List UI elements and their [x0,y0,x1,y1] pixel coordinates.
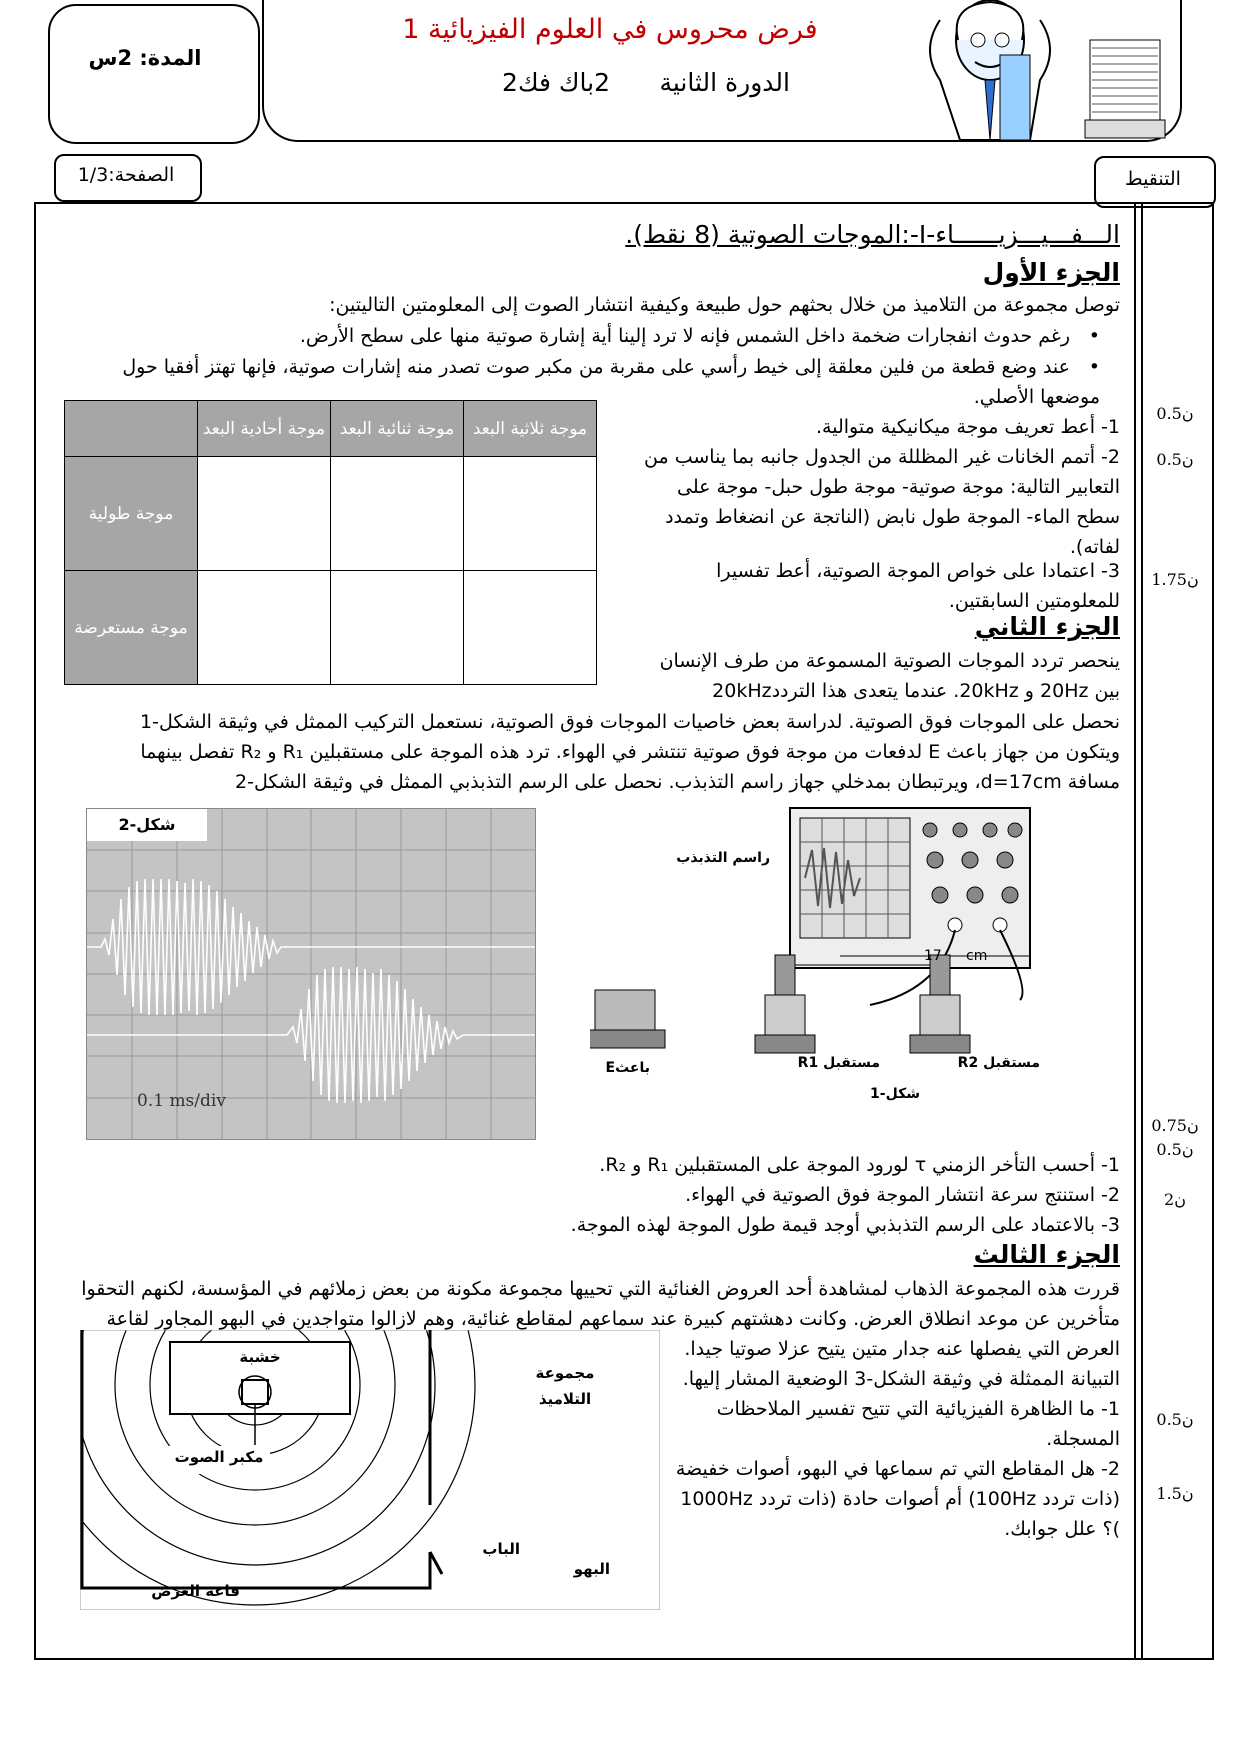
score-p3-q2: 1.5ن [1156,1484,1194,1503]
table-corner [65,401,198,457]
part3-title: الجزء الثالث [973,1240,1120,1269]
bullet-text: عند وضع قطعة من فلين معلقة إلى خيط رأسي على مقربة من مكبر صوت تصدر منه إشارات صوتية، فإنها تهتز أفقيا حول موضعها الأصلي. [122,356,1100,408]
score-p2-q2: 0.5ن [1156,1140,1194,1159]
figure-1-distance: 17 [924,948,942,964]
part2-q2: 2- استنتج سرعة انتشار الموجة فوق الصوتية في الهواء. [685,1184,1120,1206]
figure-2-oscillogram [86,808,536,1140]
duration: المدة: 2س [88,46,202,70]
table-row-header: موجة طولية [65,457,198,571]
table-row-header: موجة مستعرضة [65,571,198,685]
oscillogram-svg [87,809,535,1139]
cartoon-teacher-icon [900,0,1170,140]
class-label: 2باك فك2 [502,68,610,97]
physics-heading-main: الموجات الصوتية (8 نقط) [633,220,902,249]
part1-intro: توصل مجموعة من التلاميذ من خلال بحثهم حول طبيعة وكيفية انتشار الصوت إلى المعلومتين التاليتين: [329,294,1120,316]
fig3-speaker-label: مكبر الصوت [174,1448,264,1466]
figure-1-r2-label: مستقبل R2 [957,1055,1040,1071]
fig3-room-label: قاعة العرض [151,1582,240,1600]
table-header: موجة أحادية البعد [198,401,331,457]
part2-q1: 1- أحسب التأخر الزمني τ لورود الموجة على المستقبلين R₁ و R₂. [599,1154,1120,1176]
table-header: موجة ثنائية البعد [331,401,464,457]
part2-text-2: نحصل على الموجات فوق الصوتية. لدراسة بعض خاصيات الموجات فوق الصوتية، نستعمل التركيب الممثل في وثيقة الشكل-1 [140,711,1120,733]
table-cell-input[interactable] [331,457,464,571]
figure-1-emitter-label: باعثE [605,1060,650,1076]
session-label: الدورة الثانية [659,68,790,97]
part3-q2: 2- هل المقاطع التي تم سماعها في البهو، أصوات خفيضة (ذات تردد 100Hz) أم أصوات حادة (ذات تردد 1000Hz )؟ علل جوابك. [675,1458,1120,1540]
part3-text-4: التبيانة الممثلة في وثيقة الشكل-3 الوضعية المشار إليها. [682,1368,1120,1390]
fig3-door-label: الباب [482,1540,520,1558]
physics-heading [560,220,1120,249]
part2-text-4: مسافة d=17cm، ويرتبطان بمدخلي جهاز راسم التذبذب. نحصل على الرسم التذبذبي الممثل في وثيقة الشكل-2 [235,771,1120,793]
bullet-text: رغم حدوث انفجارات ضخمة داخل الشمس فإنه لا ترد إلينا أية إشارة صوتية منها على سطح الأرض. [299,325,1070,347]
table-cell-input[interactable] [198,571,331,685]
table-cell-input[interactable] [331,571,464,685]
figure-1-distance-unit: cm [966,948,988,964]
figure-1-label: شكل-1 [870,1086,920,1102]
part3-text-2: متأخرين عن موعد انطلاق العرض. وكانت دهشتهم كبيرة عند سماعهم لمقاطع غنائية، وهم لازالوا متواجدين في البهو المجاور لقاعة [106,1308,1120,1330]
part1-q2: 2- أتمم الخانات غير المظللة من الجدول جانبه بما يناسب من التعابير التالية: موجة صوتية- موجة طول حبل- موجة على سطح الماء- الموجة طول نابض (الناتجة عن انضغاط وتمدد لفاته). [644,446,1120,558]
score-p3-q1: 0.5ن [1156,1410,1194,1429]
figure-1-scope-label: راسم التذبذب [676,850,770,866]
part1-title: الجزء الأول [982,258,1120,287]
table-header: موجة ثلاثية البعد [464,401,597,457]
figure-1-r1-label: مستقبل R1 [797,1055,880,1071]
exam-title: فرض محروس في العلوم الفيزيائية 1 [402,14,818,45]
part2-q3: 3- بالاعتماد على الرسم التذبذبي أوجد قيمة طول الموجة لهذه الموجة. [570,1214,1120,1236]
fig3-stage-label: خشبة [239,1348,281,1366]
score-p2-q1: 0.75ن [1151,1116,1199,1135]
bullet-marker: • [1088,325,1100,347]
part1-q3: 3- اعتمادا على خواص الموجة الصوتية، أعط تفسيرا للمعلومتين السابقتين. [716,560,1120,612]
part1-q1: 1- أعط تعريف موجة ميكانيكية متوالية. [816,416,1120,438]
table-cell-input[interactable] [464,457,597,571]
duration-box [48,4,260,144]
table-cell-input[interactable] [198,457,331,571]
part3-q1: 1- ما الظاهرة الفيزيائية التي تتيح تفسير الملاحظات المسجلة. [716,1398,1120,1450]
score-p1-q2: 0.5ن [1156,450,1194,469]
part3-text-3: العرض التي يفصلها عنه جدار متين يتيح عزلا صوتيا جيدا. [684,1338,1120,1360]
figure-2-label: شكل-2 [87,809,207,841]
part2-title: الجزء الثاني [974,612,1120,641]
physics-heading-prefix: الـــفـــيـــزيــــــاء-I-: [901,220,1120,249]
part2-text-1: ينحصر تردد الموجات الصوتية المسموعة من طرف الإنسان بين 20Hz و 20kHz. عندما يتعدى هذا التردد20kHz [659,650,1120,702]
part3-text-1: قررت هذه المجموعة الذهاب لمشاهدة أحد العروض الغنائية التي تحييها مجموعة مكونة من بعض زملائهم في المؤسسة، لكنهم التحقوا [81,1278,1120,1300]
part2-text-3: ويتكون من جهاز باعث E لدفعات من موجة فوق صوتية تنتشر في الهواء. ترد هذه الموجة على مستقبلين R₁ و R₂ تفصل بينهما [140,741,1120,763]
bullet-marker: • [1088,356,1100,378]
score-p1-q3: 1.75ن [1151,570,1199,589]
wave-type-table [64,400,597,685]
score-p2-q3: 2ن [1164,1190,1186,1209]
score-p1-q1: 0.5ن [1156,404,1194,423]
part1-bullet-1 [60,321,1100,351]
table-cell-input[interactable] [464,571,597,685]
figure-2-scale: 0.1 ms/div [137,1091,226,1111]
page-number: الصفحة:1/3 [77,164,175,186]
fig3-group-label: مجموعة التلاميذ [535,1364,595,1408]
fig3-hall-label: البهو [573,1560,610,1578]
physics-heading-suffix: . [625,220,634,249]
grading-label: التنقيط [1125,168,1181,190]
